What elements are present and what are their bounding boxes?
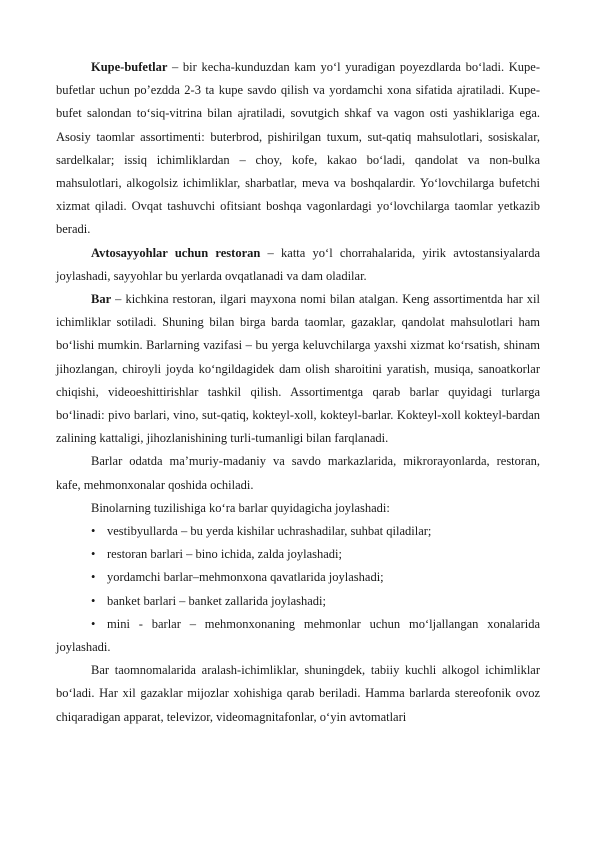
term-bar: Bar xyxy=(91,292,112,307)
bullet-icon: • xyxy=(91,524,96,539)
bullet-icon: • xyxy=(91,593,96,608)
document-body xyxy=(56,56,540,729)
list-item-text: vestibyullarda – bu yerda kishilar uchrashadilar, suhbat qiladilar; xyxy=(107,524,432,539)
bullet-icon: • xyxy=(91,570,96,585)
paragraph-text: Barlar odatda ma’muriy-madaniy va savdo markazlarida, mikrorayonlarda, restoran, kafe, mehmonxonalar qoshida ochiladi. xyxy=(56,454,540,492)
paragraph-avtosayyohlar xyxy=(56,242,540,288)
paragraph-kupe-bufetlar xyxy=(56,56,540,242)
list-item-text: restoran barlari – bino ichida, zalda joylashadi; xyxy=(107,547,342,562)
paragraph-text: – katta yo‘l chorrahalarida, yirik avtostansiyalarda joylashadi, sayyohlar bu yerlarda ovqatlanadi va dam oladilar. xyxy=(56,245,540,283)
term-kupe-bufetlar: Kupe-bufetlar xyxy=(91,60,168,74)
paragraph-layout-intro xyxy=(56,497,540,520)
paragraph-bar xyxy=(56,288,540,450)
list-item xyxy=(56,613,540,659)
paragraph-closing xyxy=(56,659,540,729)
list-item-text: banket barlari – banket zallarida joylashadi; xyxy=(107,593,327,608)
paragraph-location xyxy=(56,450,540,496)
list-item-text: mini - barlar – mehmonxonaning mehmonlar uchun mo‘ljallangan xonalarida joylashadi. xyxy=(56,616,540,655)
paragraph-text: Bar taomnomalarida aralash-ichimliklar, shuningdek, tabiiy kuchli alkogol ichimliklar bo‘ladi. Har xil gazaklar mijozlar xohishiga qarab beriladi. Hamma barlarda stereofonik ovoz chiqaradigan apparat, televizor, videomagnitafonlar, o‘yin avtomatlari xyxy=(56,663,540,724)
list-item-text: yordamchi barlar–mehmonxona qavatlarida joylashadi; xyxy=(107,570,384,585)
bullet-icon: • xyxy=(91,616,96,631)
list-item xyxy=(56,590,540,613)
bullet-icon: • xyxy=(91,547,96,562)
list-item xyxy=(56,520,540,543)
paragraph-text: Binolarning tuzilishiga ko‘ra barlar quyidagicha joylashadi: xyxy=(91,500,390,515)
paragraph-text: – kichkina restoran, ilgari mayxona nomi bilan atalgan. Keng assortimentda har xil ichimliklar sotiladi. Shuning bilan birga barda taomlar, gazaklar, qandolat mahsulotlari ham bo‘lishi mumkin. Barlarning vazifasi – bu yerga keluvchilarga yaxshi xizmat ko‘rsatish, shinam jihozlangan, chiroyli joyda ko‘ngildagidek dam olish sharoitini yaratish, musiqa, sanoatkorlar chiqishi, videoeshittirishlar tashkil qilish. Assortimentga qarab barlar quyidagi turlarga bo‘linadi: pivo barlari, vino, sut-qatiq, kokteyl-xoll, kokteyl-barlar. Kokteyl-xoll kokteyl-bardan zalining kattaligi, jihozlanishining turli-tumanligi bilan farqlanadi. xyxy=(56,292,540,446)
list-item xyxy=(56,566,540,589)
term-avtosayyohlar: Avtosayyohlar uchun restoran xyxy=(91,245,261,260)
list-item xyxy=(56,543,540,566)
paragraph-text: – bir kecha-kunduzdan kam yo‘l yuradigan poyezdlarda bo‘ladi. Kupe-bufetlar uchun po’ezdda 2-3 ta kupe savdo qilish va yordamchi xona sifatida ajratiladi. Kupe-bufet salondan to‘siq-vitrina bilan ajratiladi, sovutgich shkaf va vagon osti yashiklariga ega. Asosiy taomlar assortimenti: buterbrod, pishirilgan tuxum, sut-qatiq mahsulotlari, sosiskalar, sardelkalar; issiq ichimliklardan – choy, kofe, kakao bo‘ladi, qandolat va non-bulka mahsulotlari, alkogolsiz ichimliklar, sharbatlar, meva va boshqalardir. Yo‘lovchilarga bufetchi xizmat qiladi. Ovqat tashuvchi ofitsiant boshqa vagonlardagi yo‘lovchilarga taomlar yetkazib beradi. xyxy=(56,60,540,237)
